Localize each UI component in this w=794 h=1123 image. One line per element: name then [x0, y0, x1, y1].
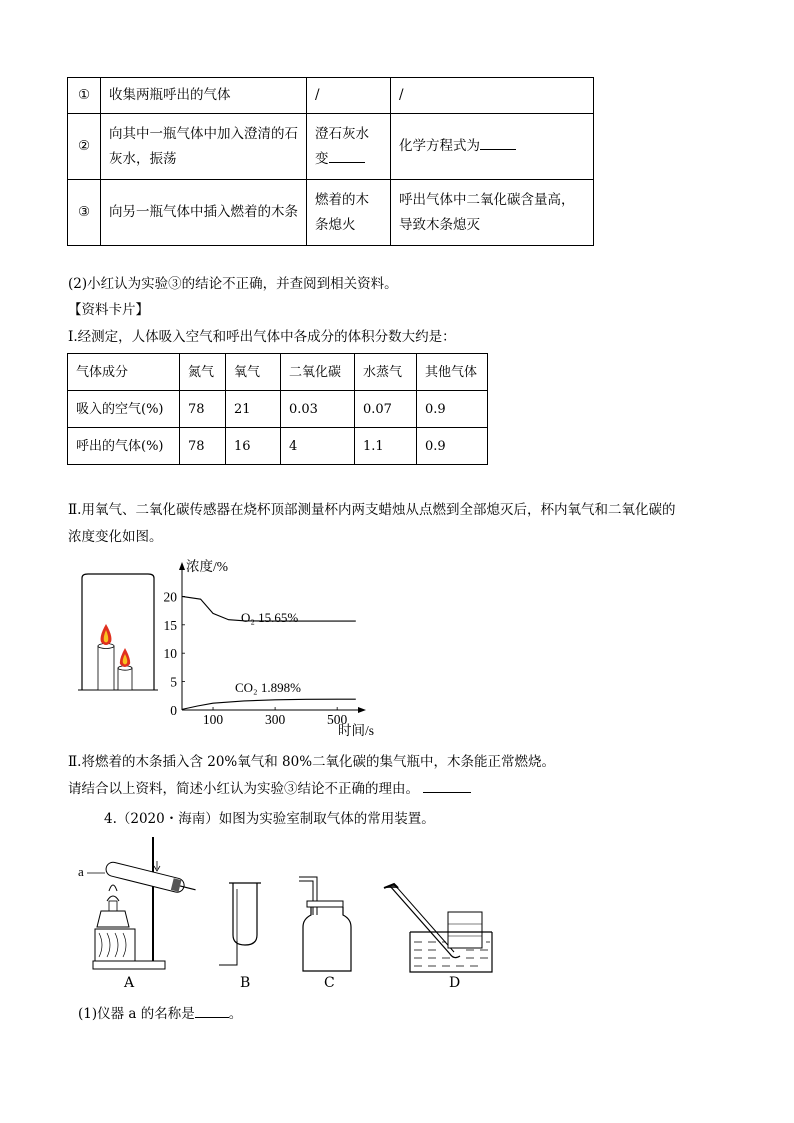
question-text: 请结合以上资料，简述小红认为实验③结论不正确的理由。	[68, 781, 419, 797]
x-tick-label: 300	[264, 712, 286, 727]
x-tick-label: 100	[202, 712, 224, 727]
answer-blank[interactable]	[329, 162, 365, 163]
table-cell: 呼出的气体(%)	[68, 428, 180, 465]
column-header: 氮气	[180, 354, 226, 391]
table-cell: 0.07	[355, 391, 417, 428]
candle-beaker-illustration	[78, 572, 158, 694]
apparatus-d-diagram	[380, 880, 500, 975]
table-cell: 16	[226, 428, 281, 465]
step-operation: 向其中一瓶气体中加入澄清的石灰水，振荡	[101, 114, 307, 180]
o2-series-label: O₂ 15.65%	[241, 610, 299, 625]
x-axis-arrow	[358, 707, 366, 713]
label-apparatus-c: C	[324, 975, 335, 991]
table-cell: 78	[180, 391, 226, 428]
label-apparatus-d: D	[449, 975, 461, 991]
table-cell: 0.9	[417, 391, 488, 428]
card-title: 【资料卡片】	[68, 302, 149, 318]
co2-series-label: CO₂ 1.898%	[235, 680, 301, 695]
concentration-chart	[155, 555, 390, 740]
step-phenomenon	[307, 114, 391, 180]
step-conclusion	[391, 114, 594, 180]
table-cell: 78	[180, 428, 226, 465]
table-row	[68, 180, 594, 246]
column-header: 二氧化碳	[281, 354, 355, 391]
step-phenomenon: /	[307, 78, 391, 114]
label-apparatus-a: A	[124, 975, 135, 991]
step-conclusion: /	[391, 78, 594, 114]
step-number: ②	[68, 114, 101, 180]
apparatus-b-diagram	[215, 875, 270, 970]
apparatus-c-diagram	[295, 875, 355, 975]
column-header: 其他气体	[417, 354, 488, 391]
y-tick-label: 20	[163, 589, 177, 605]
table-row	[68, 428, 488, 465]
conclusion-text: 化学方程式为	[399, 138, 480, 154]
y-axis-label: 浓度/%	[186, 559, 228, 574]
experiment-table	[67, 77, 594, 246]
answer-blank[interactable]	[423, 792, 471, 793]
label-apparatus-b: B	[240, 975, 251, 991]
table-cell: 吸入的空气(%)	[68, 391, 180, 428]
paragraph-ii-b: Ⅱ.将燃着的木条插入含 20%氧气和 80%二氧化碳的集气瓶中，木条能正常燃烧。	[68, 754, 556, 770]
paragraph-q2: (2)小红认为实验③的结论不正确，并查阅到相关资料。	[68, 276, 398, 292]
step-number: ③	[68, 180, 101, 246]
step-phenomenon: 燃着的木条熄火	[307, 180, 391, 246]
answer-blank[interactable]	[480, 149, 516, 150]
answer-blank[interactable]	[195, 1017, 229, 1018]
step-operation: 向另一瓶气体中插入燃着的木条	[101, 180, 307, 246]
table-header-row	[68, 354, 488, 391]
column-header: 水蒸气	[355, 354, 417, 391]
y-axis-arrow	[179, 562, 185, 570]
step-operation: 收集两瓶呼出的气体	[101, 78, 307, 114]
table-cell: 21	[226, 391, 281, 428]
question-4-1	[78, 1002, 242, 1022]
step-conclusion: 呼出气体中二氧化碳含量高，导致木条熄灭	[391, 180, 594, 246]
label-a: a	[78, 864, 84, 879]
table-cell: 0.03	[281, 391, 355, 428]
column-header: 气体成分	[68, 354, 180, 391]
x-axis-label: 时间/s	[338, 723, 375, 738]
question-end: 。	[228, 1006, 243, 1022]
x-tick-label: 500	[327, 712, 348, 727]
apparatus-a-diagram	[75, 835, 200, 985]
table-row	[68, 114, 594, 180]
table-cell: 1.1	[355, 428, 417, 465]
paragraph-ii-line2: 浓度变化如图。	[68, 529, 163, 545]
y-tick-label: 5	[170, 674, 177, 690]
step-number: ①	[68, 78, 101, 114]
question-text: (1)仪器 a 的名称是	[78, 1006, 195, 1022]
y-tick-label: 0	[170, 703, 177, 718]
table-row	[68, 78, 594, 114]
question-prompt	[68, 777, 471, 797]
table-cell: 4	[281, 428, 355, 465]
paragraph-i: Ⅰ.经测定，人体吸入空气和呼出气体中各成分的体积分数大约是：	[68, 329, 456, 345]
phenomenon-text: 澄石灰水变	[315, 125, 369, 167]
table-cell: 0.9	[417, 428, 488, 465]
co2-series-line	[182, 699, 356, 709]
y-tick-label: 10	[163, 646, 177, 662]
y-tick-label: 15	[163, 617, 177, 633]
table-row	[68, 391, 488, 428]
paragraph-ii-line1: Ⅱ.用氧气、二氧化碳传感器在烧杯顶部测量杯内两支蜡烛从点燃到全部熄灭后，杯内氧气和二氧化碳的	[68, 502, 676, 518]
column-header: 氧气	[226, 354, 281, 391]
question-4: 4.（2020・海南）如图为实验室制取气体的常用装置。	[104, 811, 435, 827]
gas-composition-table	[67, 353, 488, 465]
